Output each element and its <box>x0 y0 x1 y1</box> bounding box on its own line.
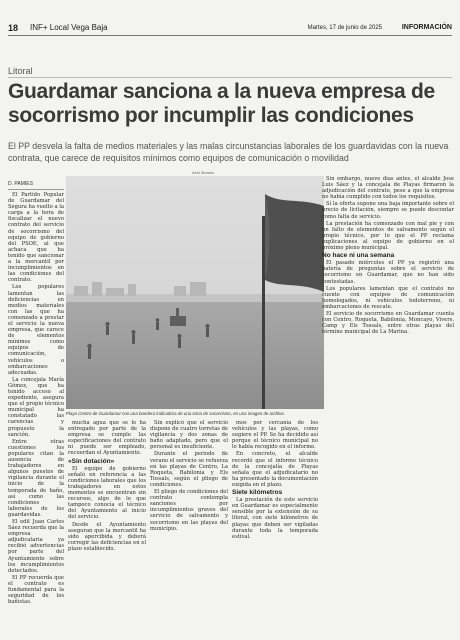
article-paragraph: El equipo de gobierno señaló en referencia a las condiciones laborales que los trabajadores en estos momentos se encuentran sin recursos, algo de lo que tampoco conocía el técnico del Ayuntamiento al inicio del servicio. <box>68 465 146 521</box>
subheadline: El PP desvela la falta de medios materiales y las malas circunstancias laborales de los guardavidas con la nueva contrata, que carece de requisitos mínimos como equipos de comunicación o movilidad <box>8 141 449 163</box>
article-subheading: Siete kilómetros <box>232 489 283 497</box>
article-column-4 <box>232 420 318 636</box>
article-paragraph: Desde el Ayuntamiento aseguran que la mercantil ha sido apercibida y deberá corregir las deficiencias en el plazo establecido. <box>68 521 146 552</box>
article-paragraph: El Partido Popular de Guardamar del Segura ha vuelto a la carga a la hora de fiscalizar el nuevo contrato del servicio de socorrismo del equipo de gobierno del PSOE, al que achaca que ha tenido que sancionar a la mercantil por incumplimientos en las condiciones del contrato. <box>8 192 64 284</box>
page-header <box>8 22 452 34</box>
beach-flag-illustration <box>66 176 324 409</box>
article-paragraph: Los populares lamentan que el contrato no cuente con equipos de comunicación homologados, ni vehículos todoterreno, ni embarcaciones de rescate. <box>322 285 454 310</box>
article-paragraph: En concreto, el alcalde recordó que el informe técnico de la concejalía de Playas señala que el adjudicatario no ha presentado la documentación exigida en el plazo. <box>232 451 318 488</box>
beach-flag-photo <box>66 176 324 409</box>
article-paragraph: mos por cercanía de los vehículos y las playas, como sugiere el PP. Se ha decidido así porque el técnico municipal no lo había recogido en el informe. <box>232 420 318 451</box>
photo-credit: Axel Álvarez <box>192 170 215 175</box>
section-divider <box>8 77 452 78</box>
article-paragraph: Entre otras cuestiones los populares citan la ausencia de trabajadores en algunos puestos de vigilancia durante el inicio de la temporada de baño, así como las condiciones laborales de los guardavidas. <box>8 438 64 518</box>
article-paragraph: Sin embargo, nueve días antes, el alcalde Jose Luis Sáez y la concejala de Playas firmaron la adjudicación del contrato, pese a que la empresa no había cumplido con todos los requisitos. <box>322 176 454 201</box>
article-column-5 <box>322 176 454 636</box>
article-subheading: «Sin dotación» <box>68 457 115 465</box>
article-paragraph: mucha agua que se le ha entregado por parte de la empresa se cumple las especificaciones del contrato ni puede ser empleado, recuerdan el Ayuntamiento. <box>68 420 146 457</box>
photo-caption: Playa Centro de Guardamar con una bandera indicadora de una zona de socorrismo, en una imagen de archivo. <box>66 411 285 416</box>
article-column-3 <box>150 420 228 636</box>
newspaper-brand: INFORMACIÓN <box>401 24 452 31</box>
article-paragraph: Durante el periodo de verano el servicio se refuerza en las playas de Centro, La Roqueta, Babilonia y Els Tossals, según el pliego de condiciones. <box>150 451 228 488</box>
byline-divider <box>8 189 64 190</box>
article-paragraph: La concejala María Gómez, que ha tenido acceso al expediente, asegura que el propio técnico municipal ha constatado las carencias y propuesto la sanción. <box>8 376 64 438</box>
byline: D. PAMIES <box>8 181 33 187</box>
article-paragraph: Sin explicó que el servicio dispone de cuatro torretas de vigilancia y dos zonas de baño adaptado, pero que el personal es insuficiente. <box>150 420 228 451</box>
article-column-1 <box>8 192 64 636</box>
article-paragraph: La prestación de este servicio en Guardamar es especialmente sensible por la extensión de su litoral, con siete kilómetros de playas que deben ser vigiladas durante toda la temporada estival. <box>232 497 318 540</box>
section-label: Litoral <box>8 66 33 76</box>
article-column-2 <box>68 420 146 636</box>
article-paragraph: Sí la oferta supone una baja importante sobre el precio de licitación, siempre se puede descontar como falta de servicio. <box>322 201 454 220</box>
article-subheading: No hace ni una semana <box>322 252 395 260</box>
article-paragraph: Los populares lamentan las deficiencias en medios materiales con las que ha comenzado a prestar el servicio la nueva empresa, que carece de elementos mínimos como equipos de comunicación, vehículos o embarcaciones adecuadas. <box>8 284 64 376</box>
article-paragraph: El servicio de socorrismo en Guardamar cuenta con Centro, Roqueta, Babilonia, Moncayo, Vivers, Camp y Els Tossals, entre otras playas del término municipal de La Marina. <box>322 310 454 336</box>
article-paragraph: El edil Juan Carlos Sáez recuerda que la empresa adjudicataria ya recibió advertencias por parte del Ayuntamiento sobre los incumplimientos detectados. <box>8 518 64 574</box>
article-paragraph: La prestación ha comenzado con mal pie y con un falto de elementos de salvamento según el propio técnico, por lo que el PP reclama explicaciones al equipo de gobierno en el próximo pleno municipal. <box>322 220 454 252</box>
article-paragraph: El PP recuerda que el contrato es fundamental para la seguridad de los bañistas. <box>8 574 64 606</box>
page-number: 18 <box>8 23 19 33</box>
header-divider <box>8 35 452 36</box>
article-paragraph: El pasado miércoles el PP ya registró una batería de preguntas sobre el servicio de socorrismo en Guardamar, que no han sido contestadas. <box>322 260 454 285</box>
headline: Guardamar sanciona a la nueva empresa de socorrismo por incumplir las condiciones <box>8 80 435 127</box>
section-title: INF+ Local Vega Baja <box>30 23 108 32</box>
issue-date: Martes, 17 de junio de 2025 <box>307 25 382 31</box>
article-paragraph: El pliego de condiciones del contrato contempla sanciones por incumplimientos graves del servicio de salvamento y socorrismo en las playas del municipio. <box>150 489 228 532</box>
